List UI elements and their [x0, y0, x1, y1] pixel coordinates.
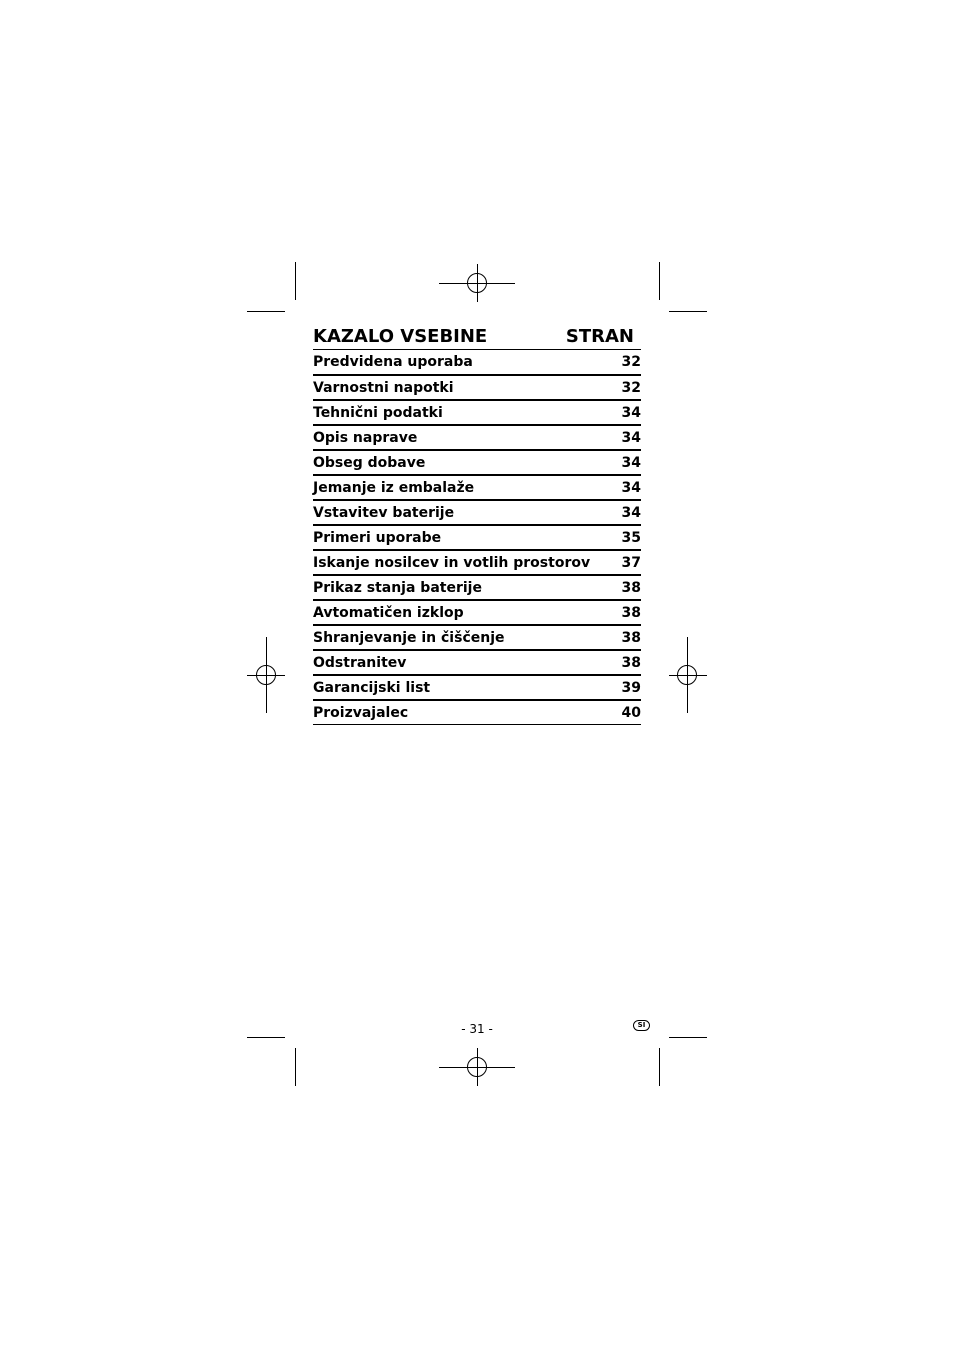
toc-entry-label: Opis naprave: [313, 430, 418, 446]
toc-entry-label: Garancijski list: [313, 680, 431, 696]
toc-entry-label: Proizvajalec: [313, 705, 409, 721]
toc-entry-page: 34: [621, 505, 641, 521]
toc-entry-page: 37: [621, 555, 641, 571]
crop-mark: [659, 262, 660, 300]
toc-entry-page: 38: [621, 605, 641, 621]
toc-entry: [313, 500, 641, 525]
registration-circle: [256, 665, 276, 685]
crop-mark: [295, 262, 296, 300]
toc-entry-label: Tehnični podatki: [313, 405, 443, 421]
toc-entry: [313, 450, 641, 475]
toc-header: [313, 325, 641, 350]
toc-entry: [313, 350, 641, 375]
toc-entry-page: 32: [621, 354, 641, 370]
toc-entry-page: 34: [621, 480, 641, 496]
page-number: - 31 -: [461, 1022, 493, 1036]
toc-entry: [313, 400, 641, 425]
registration-circle: [677, 665, 697, 685]
toc-entry-label: Avtomatičen izklop: [313, 605, 464, 621]
crop-mark: [669, 311, 707, 312]
toc-entry: [313, 675, 641, 700]
toc-list: [313, 350, 641, 725]
toc-entry: [313, 650, 641, 675]
toc-entry-label: Predvidena uporaba: [313, 354, 473, 370]
toc-entry-page: 39: [621, 680, 641, 696]
toc-entry-label: Vstavitev baterije: [313, 505, 455, 521]
toc-entry-label: Varnostni napotki: [313, 380, 454, 396]
toc-entry: [313, 600, 641, 625]
toc-entry: [313, 525, 641, 550]
toc-entry-page: 40: [621, 705, 641, 721]
toc-entry-label: Iskanje nosilcev in votlih prostorov: [313, 555, 591, 571]
toc-page-header: STRAN: [565, 326, 634, 347]
toc-entry: [313, 375, 641, 400]
toc-entry: [313, 575, 641, 600]
crop-mark: [247, 311, 285, 312]
toc-entry-label: Jemanje iz embalaže: [313, 480, 475, 496]
language-badge: SI: [633, 1020, 650, 1031]
toc-entry-page: 34: [621, 430, 641, 446]
toc-entry-label: Shranjevanje in čiščenje: [313, 630, 505, 646]
toc-entry-page: 35: [621, 530, 641, 546]
toc-entry-label: Odstranitev: [313, 655, 407, 671]
registration-circle: [467, 273, 487, 293]
crop-mark: [669, 1037, 707, 1038]
toc-title: KAZALO VSEBINE: [313, 326, 488, 347]
toc-entry-label: Primeri uporabe: [313, 530, 442, 546]
crop-mark: [247, 1037, 285, 1038]
toc-entry-page: 38: [621, 655, 641, 671]
crop-mark: [295, 1048, 296, 1086]
toc-entry: [313, 700, 641, 725]
toc-entry: [313, 475, 641, 500]
toc-entry-page: 38: [621, 630, 641, 646]
toc-entry: [313, 625, 641, 650]
crop-mark: [659, 1048, 660, 1086]
registration-circle: [467, 1057, 487, 1077]
toc-entry-label: Prikaz stanja baterije: [313, 580, 482, 596]
toc-entry: [313, 425, 641, 450]
toc-entry-page: 34: [621, 455, 641, 471]
toc-entry-label: Obseg dobave: [313, 455, 426, 471]
toc-entry-page: 34: [621, 405, 641, 421]
toc-entry-page: 32: [621, 380, 641, 396]
toc-entry: [313, 550, 641, 575]
table-of-contents: [313, 325, 641, 725]
toc-entry-page: 38: [621, 580, 641, 596]
